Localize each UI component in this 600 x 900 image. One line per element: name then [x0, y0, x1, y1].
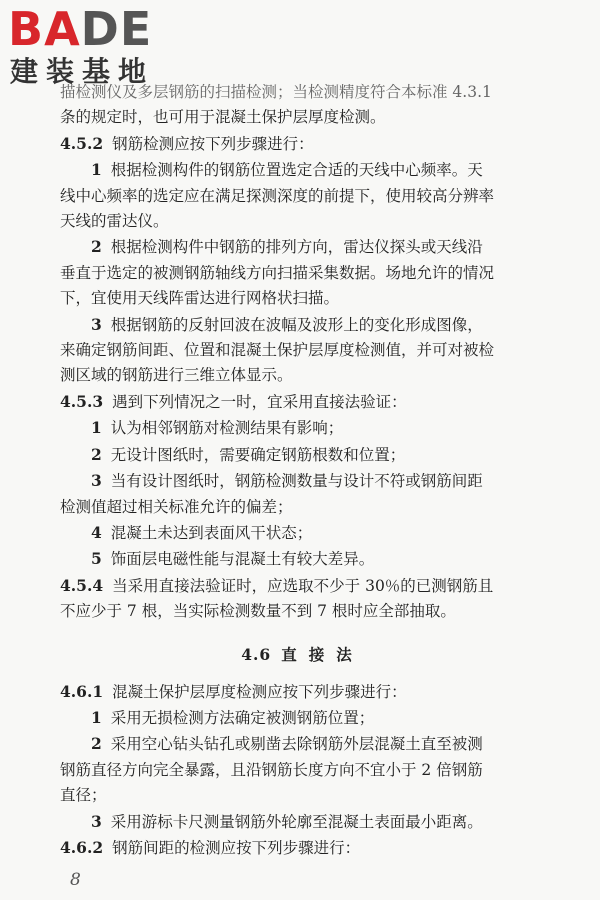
- item-number: 2: [91, 734, 102, 754]
- item-text: 混凝土未达到表面风干状态；: [110, 523, 313, 542]
- text-line: 钢筋直径方向完全暴露，且沿钢筋长度方向不宜小于 2 倍钢筋: [60, 760, 483, 779]
- text-line: 下，宜使用天线阵雷达进行网格状扫描。: [60, 289, 340, 308]
- clause-text: 当采用直接法验证时，应选取不少于 30％的已测钢筋且: [112, 576, 494, 595]
- item-text: 饰面层电磁性能与混凝土有较大差异。: [110, 550, 375, 569]
- clause-number: 4.5.2: [60, 133, 104, 153]
- clause: [60, 131, 545, 157]
- clause-text: 钢筋间距的检测应按下列步骤进行：: [112, 838, 361, 857]
- text-line: 测区域的钢筋进行三维立体显示。: [60, 366, 293, 385]
- text-line: 不应少于 7 根，当实际检测数量不到 7 根时应全部抽取。: [60, 602, 456, 621]
- item-number: 5: [91, 549, 102, 569]
- item-number: 3: [91, 471, 102, 491]
- list-item: [60, 234, 545, 260]
- item-text: 采用游标卡尺测量钢筋外轮廓至混凝土表面最小距离。: [110, 812, 483, 831]
- list-item: [60, 468, 545, 494]
- item-text: 采用无损检测方法确定被测钢筋位置；: [110, 708, 375, 727]
- text-line: 天线的雷达仪。: [60, 212, 169, 231]
- list-item: [60, 415, 545, 441]
- item-number: 4: [91, 522, 102, 542]
- item-number: 2: [91, 237, 102, 257]
- list-item: [60, 312, 545, 338]
- list-item: [60, 731, 545, 757]
- clause-text: 钢筋检测应按下列步骤进行：: [112, 134, 314, 153]
- section-heading: 4.6 直接法: [241, 644, 364, 664]
- list-item: [60, 157, 545, 183]
- clause-number: 4.5.4: [60, 575, 104, 595]
- item-text: 当有设计图纸时，钢筋检测数量与设计不符或钢筋间距: [110, 472, 483, 491]
- item-number: 1: [91, 418, 102, 438]
- clause-text: 混凝土保护层厚度检测应按下列步骤进行：: [112, 682, 407, 701]
- text-line: 来确定钢筋间距、位置和混凝土保护层厚度检测值，并可对被检: [60, 341, 495, 360]
- bade-logo: [8, 4, 178, 92]
- document-body: [60, 80, 545, 861]
- list-item: [60, 809, 545, 835]
- item-text: 认为相邻钢筋对检测结果有影响；: [110, 419, 344, 438]
- logo-wordmark: BADE: [8, 2, 153, 56]
- text-line: 描检测仪及多层钢筋的扫描检测；当检测精度符合本标准 4.3.1: [60, 83, 492, 101]
- clause: [60, 679, 545, 705]
- item-text: 根据检测构件的钢筋位置选定合适的天线中心频率。天: [110, 161, 483, 180]
- list-item: [60, 520, 545, 546]
- item-number: 1: [91, 707, 102, 727]
- clause-number: 4.5.3: [60, 391, 104, 411]
- text-line: 检测值超过相关标准允许的偏差；: [60, 497, 293, 516]
- item-text: 根据钢筋的反射回波在波幅及波形上的变化形成图像，: [110, 315, 483, 334]
- item-number: 3: [91, 314, 102, 334]
- text-line: 直径；: [60, 786, 107, 805]
- text-line: 垂直于选定的被测钢筋轴线方向扫描采集数据。场地允许的情况: [60, 263, 495, 282]
- logo-subtitle: 建装基地: [10, 55, 155, 88]
- item-number: 3: [91, 811, 102, 831]
- clause: [60, 573, 545, 599]
- item-number: 1: [91, 160, 102, 180]
- text-line: 条的规定时，也可用于混凝土保护层厚度检测。: [60, 108, 386, 127]
- clause-number: 4.6.2: [60, 837, 104, 857]
- item-text: 根据检测构件中钢筋的排列方向，雷达仪探头或天线沿: [110, 238, 483, 257]
- list-item: [60, 442, 545, 468]
- list-item: [60, 705, 545, 731]
- page-number: 8: [70, 870, 81, 890]
- clause-number: 4.6.1: [60, 681, 104, 701]
- item-number: 2: [91, 444, 102, 464]
- clause-text: 遇到下列情况之一时，宜采用直接法验证：: [112, 392, 407, 411]
- item-text: 采用空心钻头钻孔或剔凿去除钢筋外层混凝土直至被测: [110, 735, 483, 754]
- clause: [60, 835, 545, 861]
- list-item: [60, 546, 545, 572]
- text-line: 线中心频率的选定应在满足探测深度的前提下，使用较高分辨率: [60, 186, 495, 205]
- clause: [60, 389, 545, 415]
- item-text: 无设计图纸时，需要确定钢筋根数和位置；: [110, 445, 406, 464]
